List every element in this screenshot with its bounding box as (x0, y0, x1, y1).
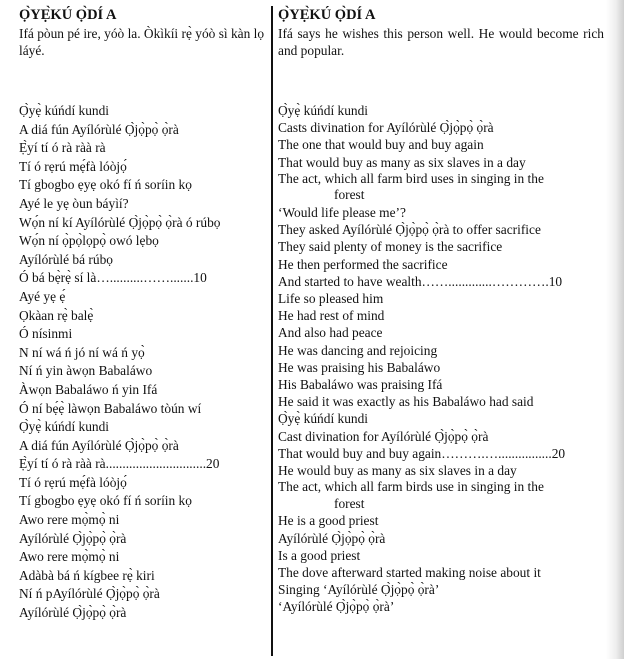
english-column (278, 6, 604, 616)
english-verse-text: ‘Ayílórùlé Ọ̀jọ̀pọ̀ ọ̀rà’ (278, 599, 395, 615)
english-verse-continuation: forest (334, 495, 365, 511)
english-verse-line (278, 119, 604, 136)
english-verse-text: Ọ̀yẹ̀ kúńdí kundi (278, 411, 369, 427)
yoruba-verse-line: Ọ̀yẹ̀ kúńdí kundi (19, 103, 110, 118)
yoruba-verse-line: Ayé le yẹ òun báyìí? (19, 195, 129, 211)
english-verse-text: He had rest of mind (278, 308, 385, 324)
yoruba-verse-line: Ayílórùlé bá rúbọ (19, 251, 113, 267)
english-verse-text: They asked Ayílórùlé Ọ̀jọ̀pọ̀ ọ̀rà to offer sacrifice (278, 222, 541, 238)
yoruba-verse-line: Ní ń pAyílórùlé Ọ̀jọ̀pọ̀ ọ̀rà (19, 586, 160, 602)
english-heading: Ọ̀YẸ̀KÚ Ọ̀DÍ A (278, 7, 376, 23)
yoruba-verse-line: Adàbà bá ń kígbee rẹ̀ kiri (19, 567, 155, 583)
english-verse-line (278, 547, 604, 564)
english-verse-text: Singing ‘Ayílórùlé Ọ̀jọ̀pọ̀ ọ̀rà’ (278, 582, 440, 598)
english-verse-text: The act, which all farm bird uses in singing in the (278, 170, 544, 186)
english-intro: Ifá says he wishes this person well. He would become rich and popular. (278, 26, 604, 58)
english-verse-continuation: forest (334, 187, 365, 203)
page-edge-shadow (606, 0, 624, 659)
english-verse-text: And also had peace (278, 325, 383, 341)
english-verse-line (278, 598, 604, 615)
english-verse-text: And started to have wealth…….............………….10 (278, 273, 563, 289)
yoruba-column (19, 6, 267, 623)
english-verse-text: Ọ̀yẹ̀ kúńdí kundi (278, 103, 369, 118)
english-verse-line (278, 204, 604, 221)
english-verse-text: His Babaláwo was praising Ifá (278, 377, 443, 393)
yoruba-verse-line: Wọ́n ní ọ̀pọ̀lọpọ̀ owó lẹbọ (19, 233, 159, 249)
english-verse-line (278, 462, 604, 479)
english-verse-line (278, 359, 604, 376)
english-verse-text: He then performed the sacrifice (278, 256, 448, 272)
english-verse-line (278, 410, 604, 427)
yoruba-verse-line: Ayílórùlé Ọ̀jọ̀pọ̀ ọ̀rà (19, 530, 127, 546)
yoruba-verse-line: Tí gbogbo ẹyẹ okó fí ń soríin kọ (19, 493, 192, 509)
yoruba-verse-line: Ọ̀yẹ̀ kúńdí kundi (19, 419, 110, 435)
english-verse-line (278, 530, 604, 547)
yoruba-heading: Ọ̀YẸ̀KÚ Ọ̀DÍ A (19, 7, 117, 23)
yoruba-verse-line: Ní ń yin àwọn Babaláwo (19, 363, 153, 379)
english-verse-line (278, 324, 604, 341)
english-verse-line (278, 307, 604, 324)
english-verse-text: He was dancing and rejoicing (278, 342, 438, 358)
english-verse-text: Cast divination for Ayílórùlé Ọ̀jọ̀pọ̀ ọ̀rà (278, 428, 489, 444)
english-verse-line (278, 564, 604, 581)
english-verse-text: The one that would buy and buy again (278, 137, 484, 153)
english-verse-line (278, 512, 604, 529)
english-verses (278, 102, 604, 616)
english-verse-line (278, 273, 604, 290)
english-verse-line (278, 428, 604, 445)
english-verse-text: Is a good priest (278, 547, 361, 563)
english-verse-text: Ayílórùlé Ọ̀jọ̀pọ̀ ọ̀rà (278, 530, 386, 546)
english-verse-text: That would buy and buy again……….…................20 (278, 445, 566, 461)
english-verse-line (278, 445, 604, 462)
english-verse-text: The act, which all farm birds use in singing in the (278, 479, 544, 495)
english-verse-line (278, 290, 604, 307)
english-verse-text: The dove afterward started making noise about it (278, 565, 541, 581)
english-verse-text: That would buy as many as six slaves in a day (278, 154, 526, 170)
yoruba-verse-line: Tí ó rẹrú mẹ́fà lóòjọ́ (19, 474, 127, 490)
english-verse-text: He is a good priest (278, 513, 379, 529)
yoruba-verse-line: Ó ní bẹ́ẹ̀ làwọn Babaláwo tòún wí (19, 400, 202, 416)
english-verse-line (278, 256, 604, 273)
english-verse-line (278, 479, 604, 512)
english-verse-text: Casts divination for Ayílórùlé Ọ̀jọ̀pọ̀ ọ̀rà (278, 120, 494, 136)
english-verse-line (278, 238, 604, 255)
english-verse-text: ‘Would life please me’? (278, 205, 406, 220)
english-verse-line (278, 393, 604, 410)
english-verse-text: Life so pleased him (278, 291, 384, 307)
yoruba-verse-line: Ó nísinmi (19, 326, 73, 342)
yoruba-verse-line: Ẹ̀yí tí ó rà ràà rà (19, 140, 106, 156)
yoruba-verse-line: Ayé yẹ ẹ́ (19, 288, 66, 304)
column-divider (271, 6, 273, 656)
yoruba-verse-line: Tí gbogbo ẹyẹ okó fí ń soríin kọ (19, 177, 192, 193)
english-verse-line (278, 171, 604, 204)
yoruba-verse-line: Tí ó rẹrú mẹ́fà lóòjọ́ (19, 158, 127, 174)
yoruba-intro: Ifá pòun pé ire, yóò la. Òkìkíi rẹ̀ yóò sì kàn lọ láyé. (19, 26, 265, 58)
english-verse-text: He said it was exactly as his Babaláwo had said (278, 394, 534, 410)
yoruba-verse-line: N ní wá ń jó ní wá ń yọ̀ (19, 344, 145, 360)
english-verse-line (278, 136, 604, 153)
english-verse-line (278, 581, 604, 598)
yoruba-verse-line: A diá fún Ayílórùlé Ọ̀jọ̀pọ̀ ọ̀rà (19, 121, 179, 137)
english-verse-line (278, 376, 604, 393)
english-verse-line (278, 342, 604, 359)
yoruba-verse-line: Àwọn Babaláwo ń yin Ifá (19, 381, 158, 397)
yoruba-verse-line: Awo rere mọ̀mọ̀ ni (19, 549, 120, 565)
yoruba-verses (19, 102, 267, 623)
yoruba-verse-line: Wọ́n ní kí Ayílórùlé Ọ̀jọ̀pọ̀ ọ̀rà ó rúbọ (19, 214, 221, 230)
english-verse-text: They said plenty of money is the sacrifice (278, 239, 503, 255)
english-verse-line (278, 221, 604, 238)
english-verse-text: He would buy as many as six slaves in a day (278, 463, 517, 479)
english-verse-line (278, 154, 604, 171)
english-verse-line (278, 102, 604, 119)
yoruba-verse-line: Ó bá bẹ̀rẹ̀ sí là…..........…….......10 (19, 270, 207, 286)
english-verse-text: He was praising his Babaláwo (278, 359, 441, 375)
yoruba-verse-line: Ọkàan rẹ̀ balẹ̀ (19, 307, 94, 323)
yoruba-verse-line: A diá fún Ayílórùlé Ọ̀jọ̀pọ̀ ọ̀rà (19, 437, 179, 453)
yoruba-verse-line: Awo rere mọ̀mọ̀ ni (19, 512, 120, 528)
yoruba-verse-line: Ẹ̀yí tí ó rà ràà rà..............................20 (19, 456, 220, 472)
yoruba-verse-line: Ayílórùlé Ọ̀jọ̀pọ̀ ọ̀rà (19, 605, 127, 621)
